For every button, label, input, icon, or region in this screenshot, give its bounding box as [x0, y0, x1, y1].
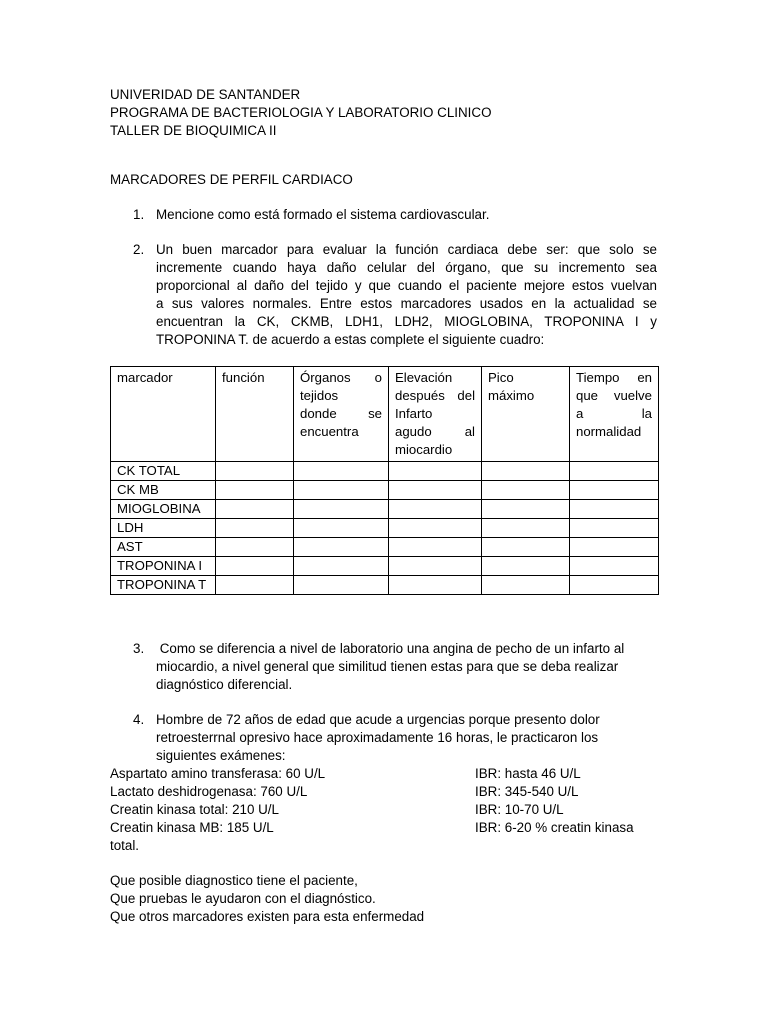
header-elevacion-line: Infarto	[395, 406, 433, 421]
cell-empty	[216, 557, 294, 576]
table-row	[111, 538, 659, 557]
header-tiempo-line: normalidad	[576, 424, 642, 439]
cell-empty	[482, 481, 570, 500]
header-elevacion-line: agudo al	[395, 424, 475, 439]
header-organos	[294, 367, 389, 462]
cell-empty	[570, 538, 659, 557]
cell-empty	[389, 500, 482, 519]
header-pico-line: Pico	[488, 370, 514, 385]
header-elevacion-line: Elevación	[395, 370, 453, 385]
table-row	[111, 500, 659, 519]
q3-number: 3.	[133, 641, 145, 656]
cell-empty	[570, 462, 659, 481]
cell-empty	[389, 519, 482, 538]
q4-line-2: retroesterrnal opresivo hace aproximadamente 16 horas, le practicaron los	[156, 730, 599, 745]
cell-empty	[294, 519, 389, 538]
cell-empty	[294, 576, 389, 595]
q2-line-4: a sus valores normales. Entre estos marcadores usados en la actualidad se	[156, 296, 657, 311]
lab-reference: IBR: 345-540 U/L	[475, 784, 579, 799]
cell-empty	[216, 481, 294, 500]
lab-reference: IBR: 10-70 U/L	[475, 802, 564, 817]
header-marcador-line: marcador	[117, 370, 173, 385]
cell-empty	[216, 538, 294, 557]
header-tiempo-line: Tiempo en	[576, 370, 652, 385]
program-name: PROGRAMA DE BACTERIOLOGIA Y LABORATORIO CLINICO	[110, 105, 492, 120]
row-marker: MIOGLOBINA	[111, 500, 216, 519]
header-organos-line: encuentra	[300, 424, 359, 439]
q2-line-1: Un buen marcador para evaluar la función cardiaca debe ser: que solo se	[156, 242, 657, 257]
header-pico	[482, 367, 570, 462]
q3-line-1: Como se diferencia a nivel de laboratorio una angina de pecho de un infarto al	[156, 641, 625, 656]
header-tiempo	[570, 367, 659, 462]
final-question: Que posible diagnostico tiene el paciente,	[110, 873, 358, 888]
lab-tail: total.	[110, 838, 140, 853]
table-row	[111, 519, 659, 538]
cell-empty	[482, 557, 570, 576]
cell-empty	[570, 557, 659, 576]
cell-empty	[389, 557, 482, 576]
row-marker: TROPONINA I	[111, 557, 216, 576]
cell-empty	[482, 538, 570, 557]
cell-empty	[482, 500, 570, 519]
university-name: UNIVERIDAD DE SANTANDER	[110, 87, 301, 102]
row-marker: AST	[111, 538, 216, 557]
table-row	[111, 557, 659, 576]
row-marker: TROPONINA T	[111, 576, 216, 595]
row-marker: LDH	[111, 519, 216, 538]
q1-number: 1.	[133, 207, 145, 222]
final-question: Que pruebas le ayudaron con el diagnóstico.	[110, 891, 376, 906]
q4-line-1: Hombre de 72 años de edad que acude a urgencias porque presento dolor	[156, 712, 600, 727]
q2-line-5: encuentran la CK, CKMB, LDH1, LDH2, MIOGLOBINA, TROPONINA I y	[156, 314, 657, 329]
header-elevacion-line: después del	[395, 388, 475, 403]
course-name: TALLER DE BIOQUIMICA II	[110, 123, 277, 138]
q2-line-3: proporcional al daño del tejido y que cuando el paciente mejore estos vuelvan	[156, 278, 657, 293]
document-title: MARCADORES DE PERFIL CARDIACO	[110, 172, 353, 187]
cell-empty	[389, 538, 482, 557]
q3-line-3: diagnóstico diferencial.	[156, 677, 293, 692]
table-header-row	[111, 367, 659, 462]
header-marcador	[111, 367, 216, 462]
cardiac-markers-table	[110, 366, 659, 595]
table-row	[111, 481, 659, 500]
cell-empty	[570, 481, 659, 500]
q3-line-2: miocardio, a nivel general que similitud tienen estas para que se deba realizar	[156, 659, 619, 674]
cell-empty	[570, 576, 659, 595]
cell-empty	[294, 462, 389, 481]
header-funcion-line: función	[222, 370, 265, 385]
cell-empty	[294, 538, 389, 557]
lab-test: Creatin kinasa total: 210 U/L	[110, 802, 279, 817]
q2-number: 2.	[133, 242, 145, 257]
q2-line-2: incremente cuando haya daño celular del órgano, que su incremento sea	[156, 260, 657, 275]
header-organos-line: tejidos	[300, 388, 339, 403]
q2-line-6: TROPONINA T. de acuerdo a estas complete el siguiente cuadro:	[156, 332, 545, 347]
header-pico-line: máximo	[488, 388, 535, 403]
lab-test: Aspartato amino transferasa: 60 U/L	[110, 766, 326, 781]
cell-empty	[216, 462, 294, 481]
q4-number: 4.	[133, 712, 145, 727]
header-elevacion-line: miocardio	[395, 442, 453, 457]
table-row	[111, 576, 659, 595]
cell-empty	[216, 519, 294, 538]
cell-empty	[294, 557, 389, 576]
cell-empty	[389, 462, 482, 481]
lab-test: Lactato deshidrogenasa: 760 U/L	[110, 784, 308, 799]
lab-reference: IBR: 6-20 % creatin kinasa	[475, 820, 634, 835]
cell-empty	[389, 481, 482, 500]
cell-empty	[294, 481, 389, 500]
cell-empty	[216, 576, 294, 595]
header-organos-line: donde se	[300, 406, 382, 421]
cell-empty	[482, 519, 570, 538]
cell-empty	[216, 500, 294, 519]
cell-empty	[570, 500, 659, 519]
cell-empty	[482, 576, 570, 595]
cell-empty	[482, 462, 570, 481]
header-tiempo-line: a la	[576, 406, 652, 421]
lab-reference: IBR: hasta 46 U/L	[475, 766, 581, 781]
lab-test: Creatin kinasa MB: 185 U/L	[110, 820, 274, 835]
cell-empty	[570, 519, 659, 538]
cell-empty	[294, 500, 389, 519]
row-marker: CK TOTAL	[111, 462, 216, 481]
q4-line-3: siguientes exámenes:	[156, 748, 286, 763]
cell-empty	[389, 576, 482, 595]
header-funcion	[216, 367, 294, 462]
row-marker: CK MB	[111, 481, 216, 500]
header-tiempo-line: que vuelve	[576, 388, 652, 403]
table-row	[111, 462, 659, 481]
header-elevacion	[389, 367, 482, 462]
header-organos-line: Órganos o	[300, 370, 382, 385]
final-question: Que otros marcadores existen para esta enfermedad	[110, 909, 425, 924]
q1-text: Mencione como está formado el sistema cardiovascular.	[156, 207, 490, 222]
